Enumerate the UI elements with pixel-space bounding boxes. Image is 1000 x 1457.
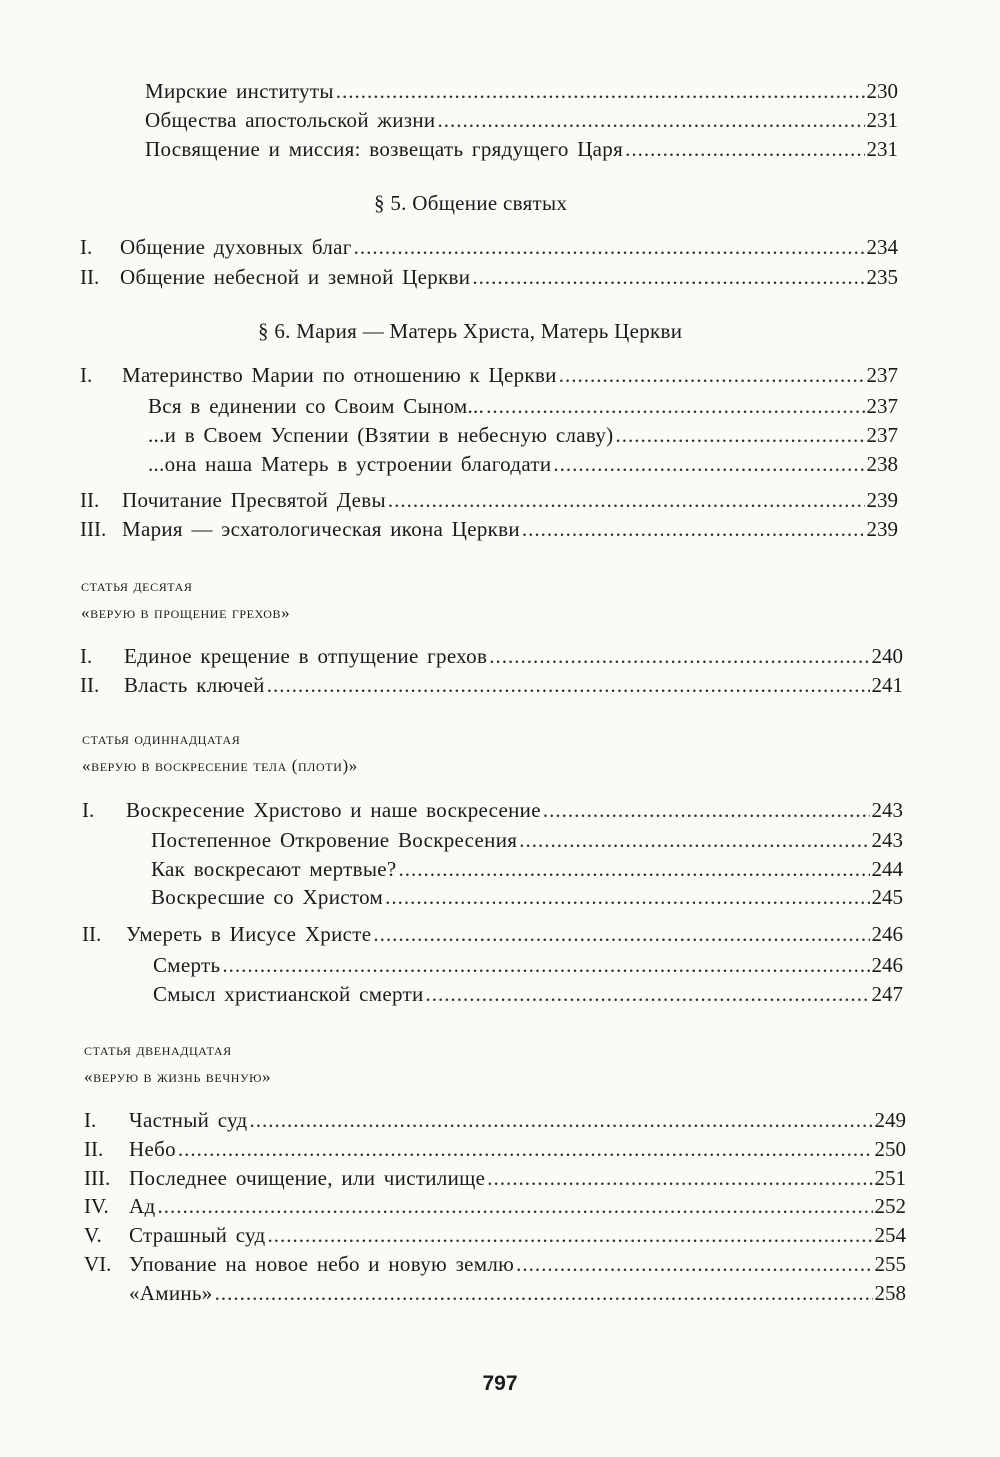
toc-entry-label: Власть ключей: [124, 673, 265, 697]
toc-entry-label: Смысл христианской смерти: [153, 982, 424, 1006]
toc-entry-page: 250: [874, 1137, 906, 1161]
toc-entry-page: 246: [871, 953, 903, 977]
toc-entry-label: ...и в Своем Успении (Взятии в небесную славу): [148, 423, 614, 447]
article-subtitle: «верую в прощение грехов»: [81, 603, 291, 622]
toc-entry-label: Мария — эсхатологическая икона Церкви: [122, 517, 520, 541]
toc-entry: [153, 981, 903, 1007]
roman-numeral: II.: [80, 488, 100, 512]
roman-numeral: IV.: [84, 1194, 109, 1218]
toc-entry: [145, 78, 898, 104]
roman-numeral: II.: [84, 1137, 104, 1161]
leader-dots: [426, 981, 870, 1007]
leader-dots: [472, 264, 864, 290]
leader-dots: [553, 451, 864, 477]
toc-entry: [84, 1136, 906, 1162]
toc-entry: [80, 362, 898, 388]
page-number: 797: [482, 1372, 518, 1395]
toc-entry: [80, 672, 903, 698]
toc-entry: [148, 422, 898, 448]
toc-entry-page: 241: [871, 673, 903, 697]
toc-entry: [80, 516, 898, 542]
toc-entry-label: ...она наша Матерь в устроении благодати: [148, 452, 552, 476]
leader-dots: [543, 797, 870, 823]
toc-entry-page: 237: [866, 423, 898, 447]
toc-entry-label: Мирские институты: [145, 79, 334, 103]
toc-entry-page: 234: [866, 235, 898, 259]
toc-entry: [153, 952, 903, 978]
leader-dots: [388, 487, 865, 513]
toc-entry: [145, 107, 898, 133]
toc-entry-page: 243: [871, 798, 903, 822]
toc-entry: [148, 451, 898, 477]
toc-entry-label: Небо: [129, 1137, 176, 1161]
toc-entry-page: 246: [871, 922, 903, 946]
leader-dots: [354, 234, 865, 260]
toc-entry: [80, 264, 898, 290]
roman-numeral: I.: [80, 363, 93, 387]
leader-dots: [373, 921, 869, 947]
toc-entry: [80, 234, 898, 260]
toc-entry: [84, 1193, 906, 1219]
toc-entry-page: 239: [866, 488, 898, 512]
toc-entry-page: 258: [874, 1281, 906, 1305]
toc-entry-label: Материнство Марии по отношению к Церкви: [122, 363, 557, 387]
roman-numeral: II.: [82, 922, 102, 946]
toc-entry-page: 251: [874, 1166, 906, 1190]
toc-entry: [84, 1222, 906, 1248]
toc-entry: [151, 856, 903, 882]
toc-entry: [151, 884, 903, 910]
roman-numeral: I.: [82, 798, 95, 822]
toc-entry-label: Единое крещение в отпущение грехов: [124, 644, 488, 668]
toc-entry: [82, 921, 903, 947]
leader-dots: [437, 107, 864, 133]
toc-entry: [80, 643, 903, 669]
toc-entry-page: 245: [871, 885, 903, 909]
leader-dots: [519, 827, 869, 853]
toc-entry-label: Общества апостольской жизни: [145, 108, 436, 132]
toc-entry: [145, 136, 898, 162]
toc-entry: [129, 1280, 906, 1306]
leader-dots: [268, 1222, 873, 1248]
toc-entry: [82, 797, 903, 823]
toc-entry-page: 255: [874, 1252, 906, 1276]
toc-entry-page: 238: [866, 452, 898, 476]
toc-entry-page: 231: [866, 108, 898, 132]
leader-dots: [250, 1107, 873, 1133]
leader-dots: [615, 422, 864, 448]
toc-entry: [148, 393, 898, 419]
toc-entry-label: Посвящение и миссия: возвещать грядущего Царя: [145, 137, 624, 161]
toc-entry: [84, 1251, 906, 1277]
toc-entry-page: 239: [866, 517, 898, 541]
toc-entry-label: Вся в единении со Своим Сыном...: [148, 394, 485, 418]
article-title: статья десятая: [81, 576, 193, 595]
leader-dots: [157, 1193, 872, 1219]
toc-entry: [151, 827, 903, 853]
toc-entry-label: Воскресение Христово и наше воскресение: [126, 798, 541, 822]
leader-dots: [385, 884, 869, 910]
toc-entry-label: Упование на новое небо и новую землю: [129, 1252, 515, 1276]
roman-numeral: V.: [84, 1223, 102, 1247]
section-heading: § 5. Общение святых: [374, 191, 568, 215]
toc-entry-label: «Аминь»: [129, 1281, 213, 1305]
leader-dots: [486, 393, 864, 419]
toc-entry-label: Почитание Пресвятой Девы: [122, 488, 386, 512]
toc-entry-page: 231: [866, 137, 898, 161]
roman-numeral: II.: [80, 673, 100, 697]
toc-entry-label: Как воскресают мертвые?: [151, 857, 397, 881]
roman-numeral: II.: [80, 265, 100, 289]
toc-entry-label: Общение небесной и земной Церкви: [120, 265, 471, 289]
leader-dots: [267, 672, 870, 698]
article-subtitle: «верую в жизнь вечную»: [84, 1067, 272, 1086]
leader-dots: [398, 856, 869, 882]
toc-entry-page: 237: [866, 363, 898, 387]
leader-dots: [625, 136, 864, 162]
leader-dots: [336, 78, 865, 104]
roman-numeral: I.: [80, 644, 93, 668]
roman-numeral: I.: [84, 1108, 97, 1132]
toc-entry-page: 252: [874, 1194, 906, 1218]
toc-entry-label: Постепенное Откровение Воскресения: [151, 828, 518, 852]
leader-dots: [559, 362, 865, 388]
toc-entry: [80, 487, 898, 513]
toc-entry-label: Ад: [129, 1194, 156, 1218]
article-title: статья одиннадцатая: [82, 729, 241, 748]
toc-entry-label: Частный суд: [129, 1108, 248, 1132]
toc-entry: [84, 1165, 906, 1191]
article-subtitle: «верую в воскресение тела (плоти)»: [82, 756, 358, 775]
leader-dots: [489, 643, 869, 669]
roman-numeral: III.: [80, 517, 107, 541]
leader-dots: [222, 952, 869, 978]
leader-dots: [178, 1136, 873, 1162]
toc-entry-page: 235: [866, 265, 898, 289]
toc-entry-label: Последнее очищение, или чистилище: [129, 1166, 486, 1190]
toc-entry-page: 247: [871, 982, 903, 1006]
toc-entry-page: 240: [871, 644, 903, 668]
roman-numeral: VI.: [84, 1252, 112, 1276]
toc-entry-label: Страшный суд: [129, 1223, 266, 1247]
leader-dots: [215, 1280, 873, 1306]
toc-entry-page: 243: [871, 828, 903, 852]
toc-entry-label: Умереть в Иисусе Христе: [126, 922, 372, 946]
toc-entry-label: Воскресшие со Христом: [151, 885, 384, 909]
toc-entry-label: Смерть: [153, 953, 221, 977]
toc-entry-label: Общение духовных благ: [120, 235, 352, 259]
toc-entry-page: 244: [871, 857, 903, 881]
toc-entry-page: 230: [866, 79, 898, 103]
leader-dots: [487, 1165, 872, 1191]
article-title: статья двенадцатая: [84, 1040, 232, 1059]
toc-entry-page: 237: [866, 394, 898, 418]
section-heading: § 6. Мария — Матерь Христа, Матерь Церкви: [258, 319, 683, 343]
roman-numeral: III.: [84, 1166, 111, 1190]
roman-numeral: I.: [80, 235, 93, 259]
toc-entry-page: 249: [874, 1108, 906, 1132]
leader-dots: [516, 1251, 872, 1277]
toc-entry-page: 254: [874, 1223, 906, 1247]
leader-dots: [522, 516, 865, 542]
toc-entry: [84, 1107, 906, 1133]
